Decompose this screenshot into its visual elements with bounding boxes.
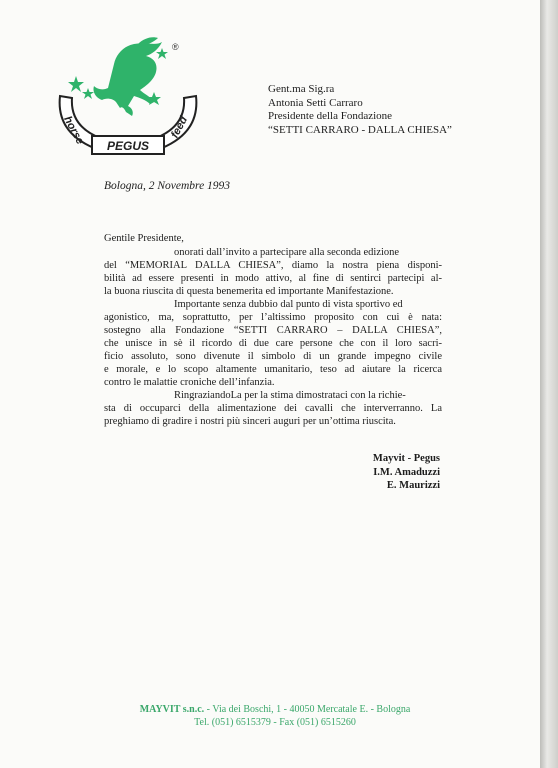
body-line: RingraziandoLa per la stima dimostrataci con la richie- <box>174 390 406 401</box>
letterhead-footer <box>110 703 440 729</box>
recipient-address <box>268 83 518 137</box>
signature-line: E. Maurizzi <box>386 480 440 491</box>
body-line: agonistico, ma, soprattutto, per l’altissimo proposito con cui è nata: <box>104 312 442 323</box>
footer-address-line <box>110 703 440 716</box>
body-line: onorati dall’invito a partecipare alla seconda edizione <box>174 247 400 258</box>
letter-date: Bologna, 2 Novembre 1993 <box>104 180 231 192</box>
recipient-line: Antonia Setti Carraro <box>268 96 363 109</box>
body-line: contro le malattie croniche dell’infanzia. <box>104 377 275 388</box>
letter-body <box>104 232 442 428</box>
pegasus-logo-icon <box>93 37 162 116</box>
body-line: ficio assoluto, sono divenute il simbolo di un grande impegno civile <box>104 351 442 362</box>
recipient-line: “SETTI CARRARO - DALLA CHIESA” <box>268 123 452 136</box>
logo-brand: PEGUS <box>106 139 150 153</box>
body-line: del “MEMORIAL DALLA CHIESA”, diamo la nostra piena disponi- <box>104 260 442 271</box>
body-line: sostegno alla Fondazione “SETTI CARRARO – DALLA CHIESA”, <box>104 325 442 336</box>
footer-company: MAYVIT s.n.c. <box>139 704 205 715</box>
footer-phone: Tel. (051) 6515379 - Fax (051) 6515260 <box>194 717 356 728</box>
body-line: Importante senza dubbio dal punto di vista sportivo ed <box>174 299 403 310</box>
signature-line: I.M. Amaduzzi <box>373 466 440 478</box>
logo-left-word: horse <box>61 114 86 147</box>
pegus-logo <box>54 36 202 164</box>
body-line: preghiamo di gradire i nostri più sinceri auguri per un’ottima riuscita. <box>104 416 396 427</box>
registered-mark: ® <box>172 42 179 52</box>
logo-right-word: feed <box>168 114 191 141</box>
salutation: Gentile Presidente, <box>104 233 184 244</box>
body-line: sta di occuparci della alimentazione dei cavalli che interverranno. La <box>104 403 442 414</box>
star-icon <box>82 88 94 99</box>
signature-block <box>330 452 440 493</box>
body-line: la buona riuscita di questa benemerita ed importante Manifestazione. <box>104 286 394 297</box>
star-icon <box>68 76 84 92</box>
page-binding-edge <box>540 0 558 768</box>
recipient-line: Gent.ma Sig.ra <box>268 83 335 95</box>
signature-line: Mayvit - Pegus <box>372 453 440 464</box>
footer-address: - Via dei Boschi, 1 - 40050 Mercatale E. - Bologna <box>204 704 411 715</box>
star-icon <box>156 48 168 59</box>
body-line: bilità ad essere presenti in modo attivo, al fine di sentirci partecipi al- <box>104 273 442 284</box>
recipient-line: Presidente della Fondazione <box>268 110 393 122</box>
body-line: che unisce in sè il ricordo di due care persone che con il loro sacri- <box>104 338 442 349</box>
body-line: e morale, e lo scopo altamente umanitario, teso ad aiutare la ricerca <box>104 364 442 375</box>
